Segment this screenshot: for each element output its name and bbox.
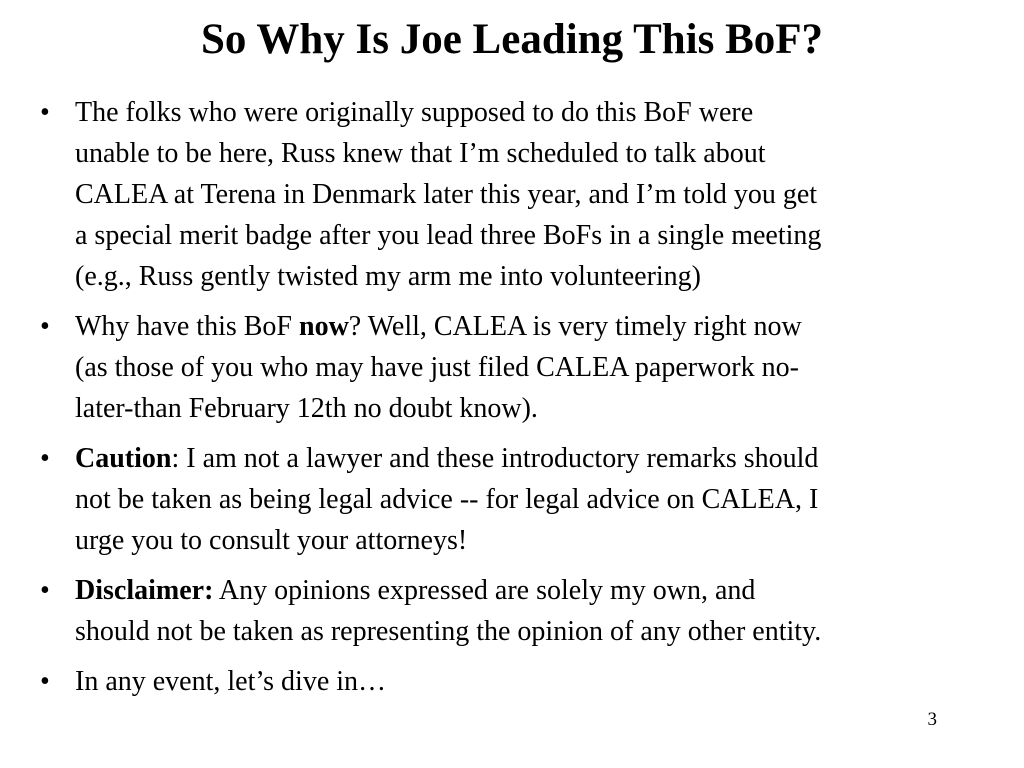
text-run: ? Well, CALEA is very timely right now	[348, 311, 802, 342]
bullet-text-line	[75, 306, 1000, 347]
bullet-item	[40, 306, 1000, 429]
bullet-item	[40, 661, 1000, 702]
bullet-text-line: urge you to consult your attorneys!	[75, 525, 468, 556]
bullet-text-line: (as those of you who may have just filed CALEA paperwork no-	[75, 352, 799, 383]
bullet-icon: •	[40, 443, 50, 474]
bullet-icon: •	[40, 97, 50, 128]
slide-title: So Why Is Joe Leading This BoF?	[200, 16, 824, 63]
text-run: Why have this BoF	[75, 311, 299, 342]
bullet-text-line: The folks who were originally supposed to do this BoF were	[75, 97, 754, 128]
text-run: Any opinions expressed are solely my own, and	[213, 575, 756, 606]
bullet-text-line: not be taken as being legal advice -- for legal advice on CALEA, I	[75, 484, 819, 515]
bullet-text-line: (e.g., Russ gently twisted my arm me into volunteering)	[75, 261, 702, 292]
bullet-text-line: In any event, let’s dive in…	[75, 666, 387, 697]
bullet-item	[40, 92, 1000, 297]
emphasis-now: now	[299, 311, 349, 342]
bullet-icon: •	[40, 311, 50, 342]
bullet-text-line: should not be taken as representing the opinion of any other entity.	[75, 616, 822, 647]
text-run: : I am not a lawyer and these introductory remarks should	[171, 443, 819, 474]
bullet-icon: •	[40, 666, 50, 697]
bullet-text-line: CALEA at Terena in Denmark later this year, and I’m told you get	[75, 179, 818, 210]
bullet-text-line	[75, 570, 1000, 611]
bullet-text-line: a special merit badge after you lead three BoFs in a single meeting	[75, 220, 822, 251]
bullet-icon: •	[40, 575, 50, 606]
bullet-list	[40, 92, 1000, 711]
bullet-item	[40, 438, 1000, 561]
emphasis-disclaimer: Disclaimer:	[75, 575, 214, 606]
emphasis-caution: Caution	[75, 443, 172, 474]
bullet-text-line: later-than February 12th no doubt know).	[75, 393, 538, 424]
bullet-text-line	[75, 438, 1000, 479]
page-number: 3	[927, 709, 937, 730]
bullet-item	[40, 570, 1000, 652]
bullet-text-line: unable to be here, Russ knew that I’m scheduled to talk about	[75, 138, 766, 169]
